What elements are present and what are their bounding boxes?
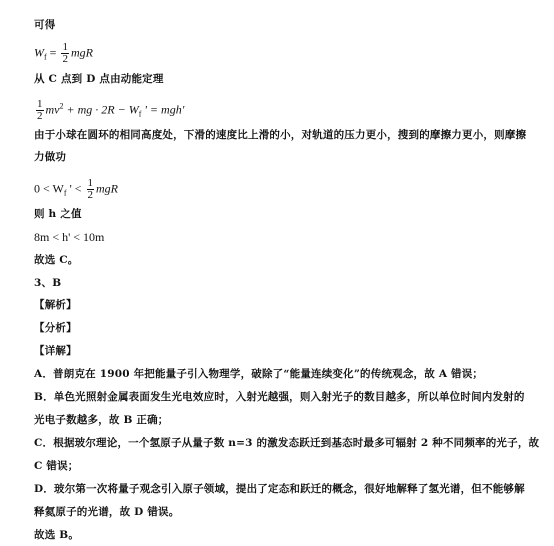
section-heading: 【分析】 [34, 322, 77, 334]
eq-numerator: 1 [87, 177, 93, 189]
text-line: 可得 [34, 19, 56, 31]
eq-operator: = [46, 45, 60, 60]
section-heading: 【解析】 [34, 299, 77, 311]
equation-energy-theorem [34, 99, 184, 122]
text-line: 由于小球在圆环的相同高度处，下滑的速度比上滑的小，对轨道的压力更小，搜到的摩擦力更小，则摩擦 [34, 129, 527, 141]
text-line: 力做功 [34, 151, 67, 163]
equation-inequality-work [34, 178, 118, 201]
eq-term: ' = mgh' [141, 102, 185, 117]
eq-subscript: f [138, 109, 142, 119]
text-line: 3、B [34, 277, 62, 289]
section-heading: 【详解】 [34, 345, 77, 357]
eq-subscript: f [44, 52, 47, 62]
text-line: B．单色光照射金属表面发生光电效应时，入射光越强，则入射光子的数目越多，所以单位时间内发射的 [34, 391, 525, 403]
eq-fraction [61, 42, 69, 65]
eq-numerator: 1 [37, 98, 43, 110]
eq-symbol: W [34, 45, 44, 60]
eq-denominator: 2 [62, 53, 68, 65]
eq-subscript: f [63, 188, 67, 198]
text-line: 光电子数越多，故 B 正确； [34, 414, 169, 426]
equation-height-range: 8m < h' < 10m [34, 230, 105, 244]
eq-numerator: 1 [62, 41, 68, 53]
eq-fraction [87, 178, 95, 201]
text-line: 释氦原子的光谱，故 D 错误。 [34, 506, 180, 518]
eq-expression: mgR [70, 45, 93, 60]
eq-term: mv [45, 102, 60, 117]
text-line: D．玻尔第一次将量子观念引入原子领域，提出了定态和跃迁的概念，很好地解释了氢光谱，但不能够解 [34, 483, 525, 495]
text-line: C 错误； [34, 460, 79, 472]
eq-expression: mgR [96, 181, 118, 196]
text-line: 从 C 点到 D 点由动能定理 [34, 73, 164, 85]
text-line: 故选 C。 [34, 254, 79, 266]
eq-term: + mg · 2R − W [63, 102, 139, 117]
eq-superscript: 2 [59, 101, 64, 111]
eq-term: 0 < W [34, 181, 64, 196]
eq-fraction [36, 99, 44, 122]
eq-denominator: 2 [87, 189, 93, 201]
text-line: 故选 B。 [34, 529, 80, 541]
text-line: 则 h 之值 [34, 208, 82, 220]
eq-term: ' < [66, 181, 85, 196]
equation-work-friction [34, 42, 93, 65]
eq-denominator: 2 [37, 110, 43, 122]
text-line: A．普朗克在 1900 年把能量子引入物理学，破除了“能量连续变化”的传统观念，故 A 错误； [34, 368, 484, 380]
text-line: C．根据玻尔理论，一个氢原子从量子数 n=3 的激发态跃迁到基态时最多可辐射 2 种不同频率的光子，故 [34, 437, 540, 449]
